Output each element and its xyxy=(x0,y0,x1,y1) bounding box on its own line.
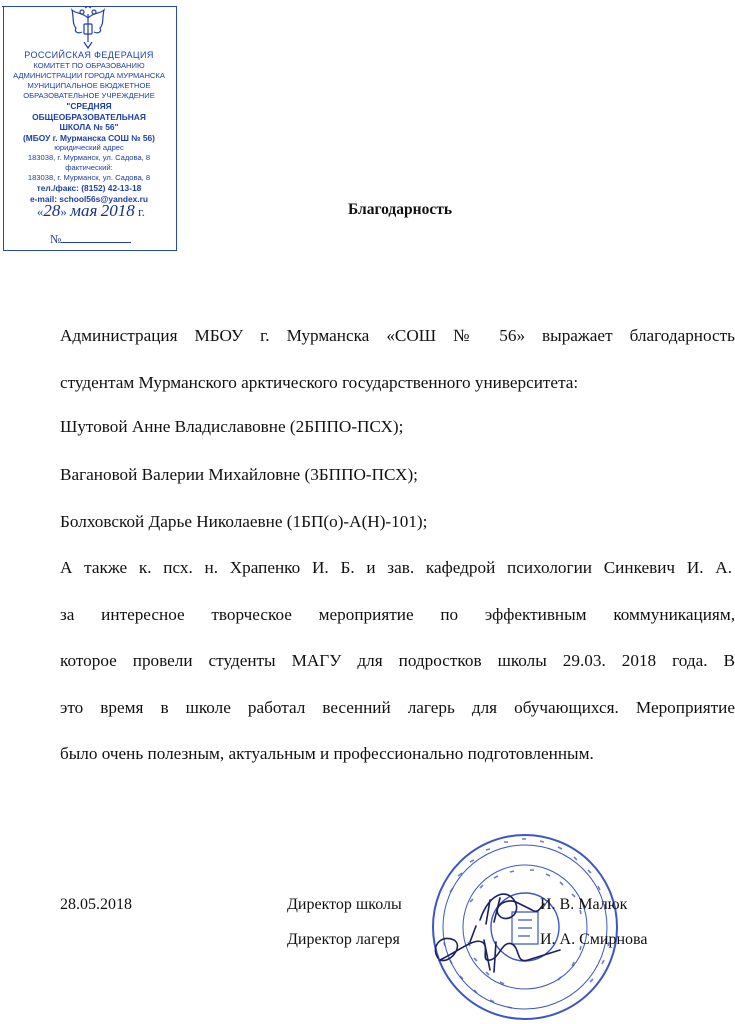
stamp-frame-right xyxy=(176,6,177,250)
body-line: Вагановой Валерии Михайловне (3БППО-ПСХ); xyxy=(60,465,418,484)
stamp-line: ШКОЛА № 56" xyxy=(59,122,119,132)
stamp-date-suffix: г. xyxy=(137,204,146,219)
body-line: за интересное творческое мероприятие по эффективным коммуникациям, xyxy=(60,605,735,624)
stamp-line: АДМИНИСТРАЦИИ ГОРОДА МУРМАНСКА xyxy=(13,71,165,80)
school-corner-stamp xyxy=(0,0,180,260)
body-line: Болховской Дарье Николаевне (1БП(о)-А(Н)-101); xyxy=(60,512,428,531)
stamp-line: (МБОУ г. Мурманска СОШ № 56) xyxy=(23,132,155,143)
signature-role: Директор школы xyxy=(287,896,402,913)
stamp-frame-left xyxy=(3,6,4,250)
stamp-country: РОССИЙСКАЯ ФЕДЕРАЦИЯ xyxy=(24,50,154,60)
double-headed-eagle-icon xyxy=(68,6,108,50)
stamp-date: «28» мая 2018 г. xyxy=(36,201,146,220)
signature-date: 28.05.2018 xyxy=(60,896,132,913)
body-line: студентам Мурманского арктического государственного университета: xyxy=(60,373,579,392)
stamp-line: МУНИЦИПАЛЬНОЕ БЮДЖЕТНОЕ xyxy=(27,81,151,90)
stamp-frame-bottom xyxy=(3,250,177,251)
stamp-line: фактический: xyxy=(65,163,113,172)
stamp-line: ОБЩЕОБРАЗОВАТЕЛЬНАЯ xyxy=(32,111,146,122)
letter-title: Благодарность xyxy=(347,201,453,218)
stamp-line: 183038, г. Мурманск, ул. Садова, 8 xyxy=(27,153,151,162)
stamp-line: ОБРАЗОВАТЕЛЬНОЕ УЧРЕЖДЕНИЕ xyxy=(23,91,155,100)
stamp-text-block xyxy=(10,50,168,204)
stamp-line: КОМИТЕТ ПО ОБРАЗОВАНИЮ xyxy=(33,61,145,70)
handwritten-signature xyxy=(420,880,570,980)
stamp-number-line xyxy=(61,232,131,243)
stamp-line: e-mail: school56s@yandex.ru xyxy=(29,193,148,204)
stamp-line: юридический адрес xyxy=(54,143,124,152)
body-line: А также к. псх. н. Храпенко И. Б. и зав. кафедрой психологии Синкевич И. А. xyxy=(60,558,732,577)
signature-name: И. А. Смирнова xyxy=(540,931,648,948)
stamp-line: "СРЕДНЯЯ xyxy=(66,101,112,111)
stamp-line: тел./факс: (8152) 42-13-18 xyxy=(36,183,142,193)
stamp-date-month: мая xyxy=(70,201,98,220)
body-line: было очень полезным, актуальным и профессионально подготовленным. xyxy=(60,744,594,763)
stamp-number-label: № xyxy=(50,232,62,246)
stamp-number xyxy=(50,232,131,244)
stamp-line: 183038, г. Мурманск, ул. Садова, 8 xyxy=(27,173,151,182)
body-line: которое провели студенты МАГУ для подростков школы 29.03. 2018 года. В xyxy=(60,651,735,670)
body-line: Шутовой Анне Владиславовне (2БППО-ПСХ); xyxy=(60,417,404,436)
body-line: Администрация МБОУ г. Мурманска «СОШ № 56» выражает благодарность xyxy=(60,326,735,345)
body-line: это время в школе работал весенний лагерь для обучающихся. Мероприятие xyxy=(60,698,735,717)
stamp-date-day: 28 xyxy=(43,201,61,220)
signature-name: И. В. Малюк xyxy=(540,896,628,913)
stamp-date-year: 2018 xyxy=(100,201,135,220)
signature-role: Директор лагеря xyxy=(287,931,400,948)
